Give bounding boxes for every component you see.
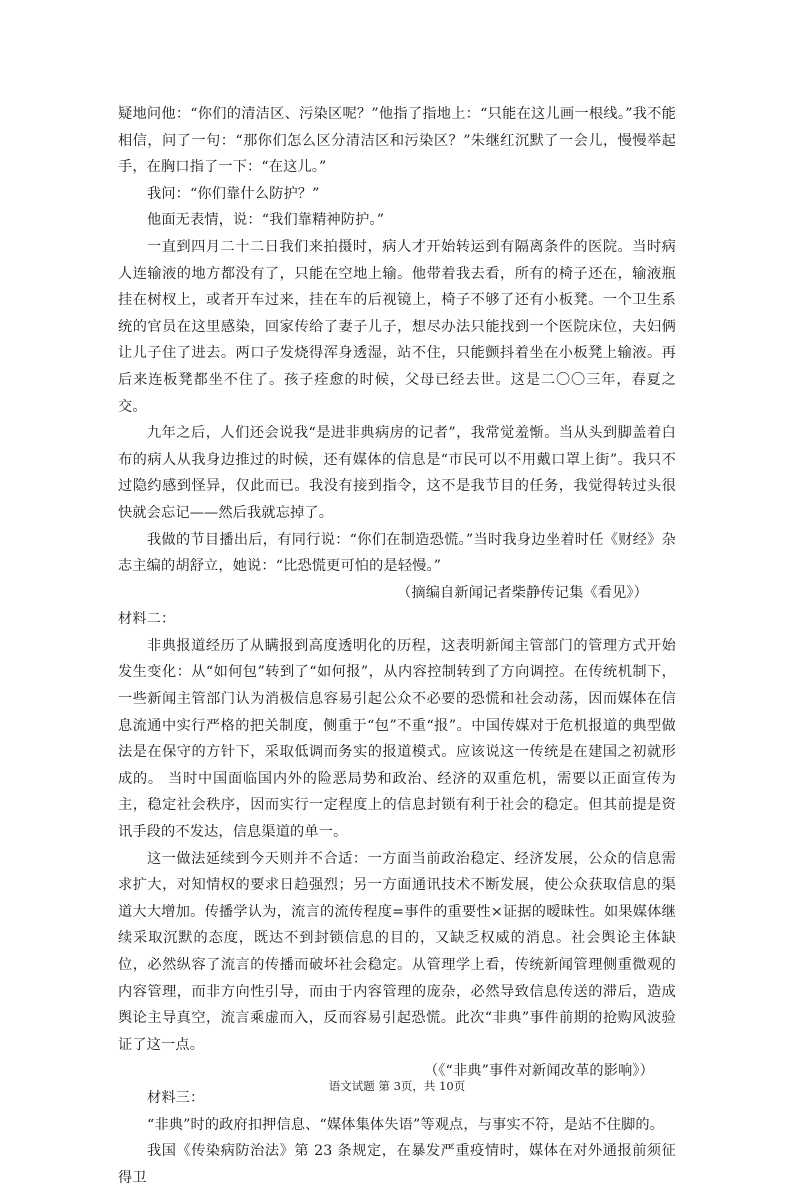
paragraph-answer: 他面无表情，说：“我们靠精神防护。” (147, 212, 385, 229)
paragraph-material-2-b: 这一做法延续到今天则并不合适：一方面当前政治稳定、经济发展，公众的信息需求扩大，对知情权的要求日趋强烈；另一方面通讯技术不断发展，使公众获取信息的渠道大大增加。传播学认为，流言的流传程度=事件的重要性×证据的暧昧性。如果媒体继续采取沉默的态度，既达不到封锁信息的目的，又缺乏权威的消息。社会舆论主体缺位，必然纵容了流言的传播而破坏社会稳定。从管理学上看，传统新闻管理侧重微观的内容管理，而非方向性引导，而由于内容管理的庞杂，必然导致信息传送的滞后，造成舆论主导真空，流言乘虚而入，反而容易引起恐慌。此次“非典”事件前期的抢购风波验证了这一点。 (118, 850, 676, 1053)
paragraph-question: 我问：“你们靠什么防护？” (147, 185, 320, 202)
material-3-heading: 材料三： (147, 1089, 205, 1106)
paragraph-program-aired: 我做的节目播出后，有同行说：“你们在制造恐慌。”当时我身边坐着时任《财经》杂志主编的胡舒立，她说：“比恐慌更可怕的是轻慢。” (118, 531, 676, 575)
paragraph-nine-years-later: 九年之后，人们还会说我“是进非典病房的记者”，我常觉羞惭。当从头到脚盖着白布的病人从我身边推过的时候，还有媒体的信息是“市民可以不用戴口罩上街”。我只不过隐约感到怪异，仅此而已。我没有接到指令，这不是我节目的任务，我觉得转过头很快就会忘记——然后我就忘掉了。 (118, 425, 676, 521)
paragraph-material-3-b: 我国《传染病防治法》第 23 条规定，在暴发严重疫情时，媒体在对外通报前须征得卫 (118, 1143, 676, 1186)
paragraph-dialogue-continued: 疑地问他：“你们的清洁区、污染区呢？”他指了指地上：“只能在这儿画一根线。”我不能相信，问了一句：“那你们怎么区分清洁区和污染区？”朱继红沉默了一会儿，慢慢举起手，在胸口指了一下：“在这儿。” (118, 106, 676, 176)
paragraph-material-3-a: “非典”时的政府扣押信息、“媒体集体失语”等观点，与事实不符，是站不住脚的。 (147, 1116, 665, 1133)
paragraph-april-filming: 一直到四月二十二日我们来拍摄时，病人才开始转运到有隔离条件的医院。当时病人连输液的地方都没有了，只能在空地上输。他带着我去看，所有的椅子还在，输液瓶挂在树杈上，或者开车过来，挂在车的后视镜上，椅子不够了还有小板凳。一个卫生系统的官员在这里感染，回家传给了妻子儿子，想尽办法只能找到一个医院床位，夫妇俩让儿子住了进去。两口子发烧得浑身透湿，站不住，只能颤抖着坐在小板凳上输液。再后来连板凳都坐不住了。孩子痊愈的时候，父母已经去世。这是二〇〇三年，春夏之交。 (118, 238, 676, 415)
material-2-heading: 材料二： (118, 611, 176, 628)
page-footer: 语文试题 第 3页，共 10页 (328, 1079, 466, 1093)
source-citation-1: （摘编自新闻记者柴静传记集《看见》） (397, 584, 648, 601)
source-citation-2: （《“非典”事件对新闻改革的影响》） (423, 1063, 654, 1080)
paragraph-material-2-a: 非典报道经历了从瞒报到高度透明化的历程，这表明新闻主管部门的管理方式开始发生变化：从“如何包”转到了“如何报”，从内容控制转到了方向调控。在传统机制下，一些新闻主管部门认为消极信息容易引起公众不必要的恐慌和社会动荡，因而媒体在信息流通中实行严格的把关制度，侧重于“包”不重“报”。中国传媒对于危机报道的典型做法是在保守的方针下，采取低调而务实的报道模式。应该说这一传统是在建国之初就形成的。 当时中国面临国内外的险恶局势和政治、经济的双重危机，需要以正面宣传为主，稳定社会秩序，因而实行一定程度上的信息封锁有利于社会的稳定。但其前提是资讯手段的不发达，信息渠道的单一。 (118, 637, 676, 841)
